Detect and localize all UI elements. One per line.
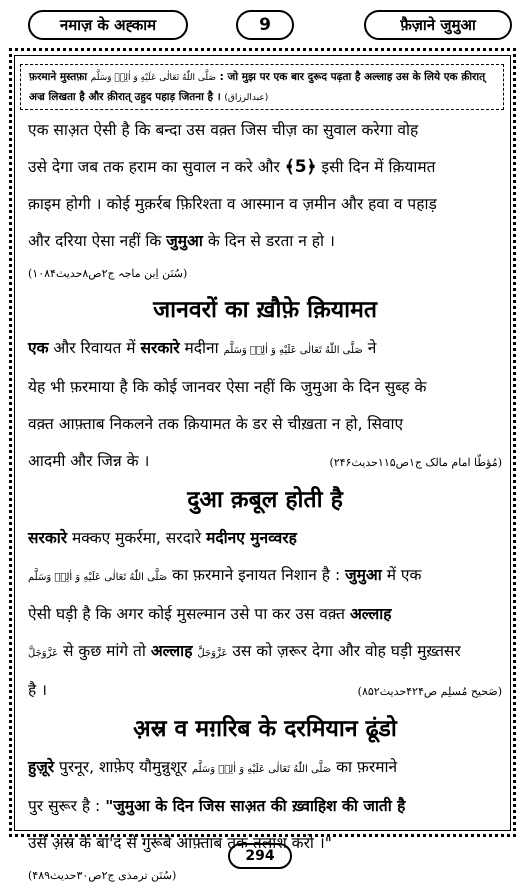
quote-line-2: [29, 88, 495, 108]
s2-line-1: एक और रिवायत में सरकारे मदीना صَلَّى اللّٰهُ تَعَالٰى عَلَيْهِ وَ اٰلِهٖ وَسَلَّم ने: [28, 339, 377, 357]
s4-line-2: पुर सुरूर है : "जुमुआ के दिन जिस साअ़त की ख़्वाहिश की जाती है: [28, 797, 406, 815]
quote-arabic: صَلَّى اللّٰهُ تَعَالٰى عَلَيْهِ وَ اٰلِهٖ وَسَلَّم: [90, 73, 217, 83]
s2-line-3: वक़्त आफ़्ताब निकलने तक क़ियामत के डर से चीख़ता न हो, सिवाए: [28, 415, 404, 433]
s4-reference: (سُنَن ترمذی ج۲ص۳۰حدیث۴۸۹): [28, 869, 177, 882]
quote-text-1: : जो मुझ पर एक बार दुरूद पढ़ता है: [219, 71, 361, 83]
s2-heading: जानवरों का ख़ौफ़े क़ियामत: [153, 297, 377, 323]
header-right-title: फ़ैज़ाने जुमुआ: [364, 10, 512, 40]
s3-line-4: عَزَّوَجَلَّ से कुछ मांगे तो अल्लाह عَزَّوَجَلَّ उस को ज़रूर देगा और वोह घड़ी मुख़्तसर: [28, 642, 461, 660]
section-1: [28, 112, 502, 286]
s3-arabic: صَلَّى اللّٰهُ تَعَالٰى عَلَيْهِ وَ اٰلِهٖ وَسَلَّم: [28, 572, 168, 583]
s2-reference: (مُؤطّا امام مالک ج۱ص۱۱۵حدیث۲۴۶): [329, 456, 502, 469]
s2-line-2: येह भी फ़रमाया है कि कोई जानवर ऐसा नहीं कि जुमुआ के दिन सुब्ह के: [28, 378, 427, 396]
s1-line-4: और दरिया ऐसा नहीं कि जुमुआ के दिन से डरता न हो ।: [28, 232, 335, 250]
s3-heading: दुआ क़बूल होती है: [187, 487, 343, 513]
s3-line-2: صَلَّى اللّٰهُ تَعَالٰى عَلَيْهِ وَ اٰلِهٖ وَسَلَّم का फ़रमाने इनायत निशान है : जुमुआ में एक: [28, 566, 422, 584]
s2-line-4: आदमी और जिन्न के । (مُؤطّا امام مالک ج۱ص۱۱۵حدیث۲۴۶): [28, 443, 502, 480]
quote-ref: (عبدالرزاق): [224, 93, 269, 103]
s1-line-3: क़ाइम होगी । कोई मुक़र्रब फ़िरिश्ता व आस्मान व ज़मीन और हवा व पहाड़: [28, 195, 437, 213]
main-content: [28, 112, 502, 892]
s1-reference: (سُنَن اِبن ماجہ ج۲ص۸حدیث۱۰۸۴): [28, 267, 188, 280]
header-left-title: नमाज़ के अह्काम: [28, 10, 188, 40]
quote-box: [20, 64, 504, 110]
s1-number: ﴾5﴿: [284, 157, 317, 177]
quote-label: फ़रमाने मुस्तफ़ा: [29, 71, 88, 83]
s4-heading: अ़स्र व मग़रिब के दरमियान ढूंडो: [133, 716, 397, 742]
quote-allah: अल्लाह: [364, 71, 393, 83]
header-page-number: 9: [236, 10, 294, 40]
quote-text-2: उस के लिये एक क़ीरात्: [395, 71, 486, 83]
s3-line-3: ऐसी घड़ी है कि अगर कोई मुसल्मान उसे पा कर उस वक़्त अल्लाह: [28, 605, 392, 623]
s4-line-1: हुज़ूरे पुरनूर, शाफ़ेए यौमुन्नुशूर صَلَّى اللّٰهُ تَعَالٰى عَلَيْهِ وَ اٰلِهٖ وَسَلَّم का फ़रमाने: [28, 758, 398, 776]
s3-reference: (صَحیح مُسلِم ص۴۲۴حدیث۸۵۲): [357, 685, 502, 698]
s2-arabic: صَلَّى اللّٰهُ تَعَالٰى عَلَيْهِ وَ اٰلِهٖ وَسَلَّم: [223, 345, 363, 356]
s4-line-3: उसे अ़स्र के बा'द से गुरूबे आफ़्ताब तक तलाश करो ।": [28, 834, 332, 852]
s3-line-1: सरकारे मक्कए मुकर्रमा, सरदारे मदीनए मुनव्वरह: [28, 529, 297, 547]
quote-line-1: [29, 68, 495, 88]
quote-line2-text: अज्र लिखता है और क़ीरात् उहुद पहाड़ जितना है ।: [29, 91, 221, 103]
s1-line-2: उसे देगा जब तक हराम का सुवाल न करे और ﴾5﴿ इसी दिन में क़ियामत: [28, 157, 436, 177]
footer-page-number: 294: [228, 843, 292, 869]
s3-line-5: है । (صَحیح مُسلِم ص۴۲۴حدیث۸۵۲): [28, 672, 502, 709]
s1-line-1: एक साअ़त ऐसी है कि बन्दा उस वक़्त जिस चीज़ का सुवाल करेगा वोह: [28, 121, 419, 139]
section-3: [28, 480, 502, 709]
s4-arabic: صَلَّى اللّٰهُ تَعَالٰى عَلَيْهِ وَ اٰلِهٖ وَسَلَّم: [191, 764, 332, 775]
section-2: [28, 290, 502, 480]
